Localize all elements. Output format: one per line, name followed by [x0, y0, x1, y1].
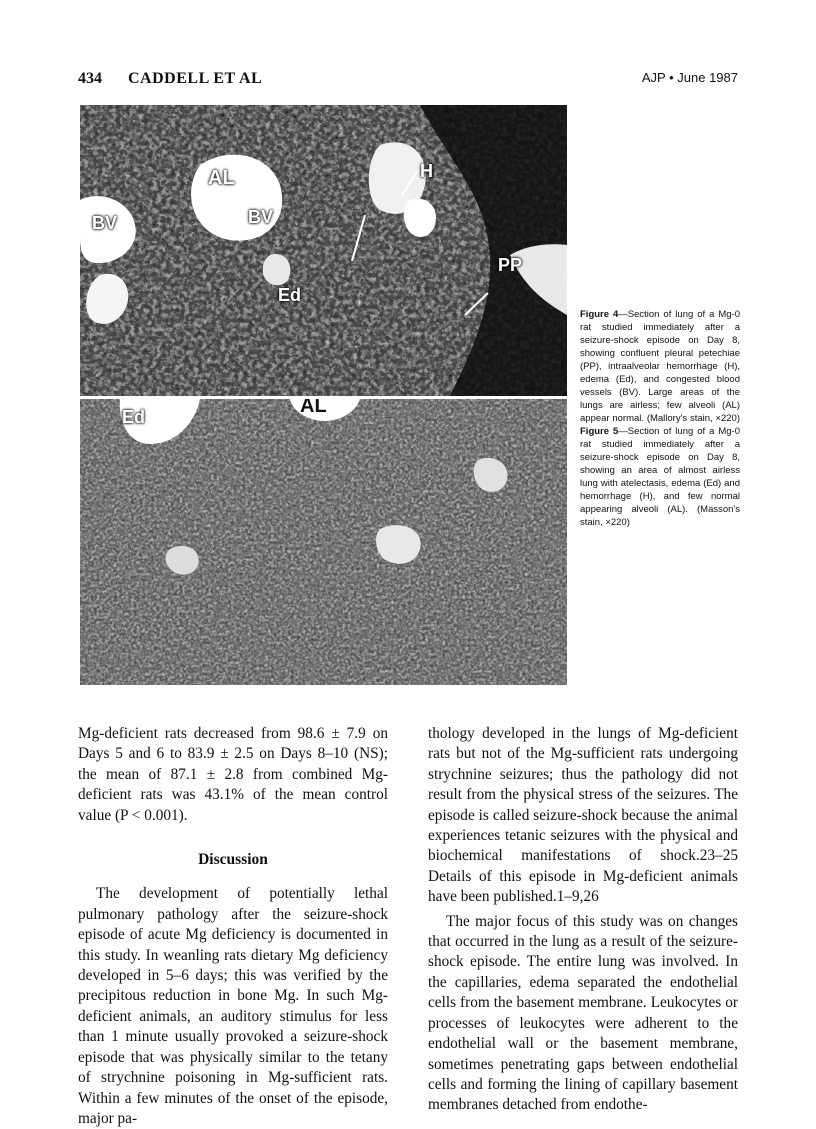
left-column	[78, 724, 388, 1129]
figure-4-texture	[80, 105, 567, 396]
running-authors: CADDELL ET AL	[128, 70, 263, 87]
section-heading: Discussion	[198, 851, 268, 869]
label-ed: Ed	[278, 285, 302, 305]
figure-5-label: Figure 5	[580, 426, 619, 437]
page-number: 434	[78, 70, 102, 87]
label-bv-center: BV	[248, 207, 274, 227]
label-al: AL	[208, 167, 235, 189]
label-h: H	[420, 161, 433, 181]
figure-4-label: Figure 4	[580, 309, 619, 320]
paragraph: Mg-deficient rats decreased from 98.6 ± 7.9 on Days 5 and 6 to 83.9 ± 2.5 on Days 8–10 (NS); the mean of 87.1 ± 2.8 from combined Mg-deficient rats was 43.1% of the mean control value (P < 0.001).	[78, 725, 388, 824]
figure-5-texture	[80, 399, 567, 685]
label-pp: PP	[498, 255, 523, 275]
figure-5-micrograph	[80, 399, 567, 685]
journal-info: AJP • June 1987	[641, 70, 738, 85]
label-al: AL	[300, 399, 327, 417]
right-column	[428, 724, 738, 1116]
figure-4-micrograph	[80, 105, 567, 396]
running-header	[78, 70, 738, 90]
label-ed: Ed	[122, 407, 146, 427]
label-bv-left: BV	[92, 213, 118, 233]
figure-5-caption-text: —Section of lung of a Mg-0 rat studied immediately after a seizure-shock episode on Day 8, showing an area of almost airless lung with atelectasis, edema (Ed) and hemorrhage (H), and few normal appearing alveoli (AL). (Masson's stain, ×220)	[580, 426, 741, 528]
paragraph: The major focus of this study was on changes that occurred in the lung as a result of the seizure-shock episode. The entire lung was involved. In the capillaries, edema separated the endothelial cells from the basement membrane. Leukocytes or processes of leukocytes were adherent to the endothelial wall or the basement membrane, sometimes penetrating gaps between endothelial cells and forming the lining of capillary basement membranes detached from endothe-	[428, 912, 738, 1114]
paragraph: thology developed in the lungs of Mg-deficient rats but not of the Mg-sufficient rats undergoing strychnine seizures; thus the pathology did not result from the physical stress of the seizures. The episode is called seizure-shock because the animal experiences tetanic seizures with the physical and biochemical manifestations of shock.23–25 Details of this episode in Mg-deficient animals have been published.1–9,26	[428, 725, 738, 906]
paragraph: The development of potentially lethal pulmonary pathology after the seizure-shock episode of acute Mg deficiency is documented in this study. In weanling rats dietary Mg deficiency developed in 5–6 days; this was verified by the precipitous reduction in bone Mg. In such Mg-deficient animals, an auditory stimulus for less than 1 minute usually provoked a seizure-shock episode that was physically similar to the tetany of strychnine poisoning in Mg-sufficient rats. Within a few minutes of the onset of the episode, major pa-	[78, 885, 388, 1127]
figure-caption	[580, 308, 740, 529]
figure-4-caption-text: —Section of lung of a Mg-0 rat studied immediately after a seizure-shock episode on Day 8, showing confluent pleural petechiae (PP), intraalveolar hemorrhage (H), edema (Ed), and congested blood vessels (BV). Large areas of the lungs are airless; few alveoli (AL) appear normal. (Mallory's stain, ×220)	[580, 309, 741, 424]
